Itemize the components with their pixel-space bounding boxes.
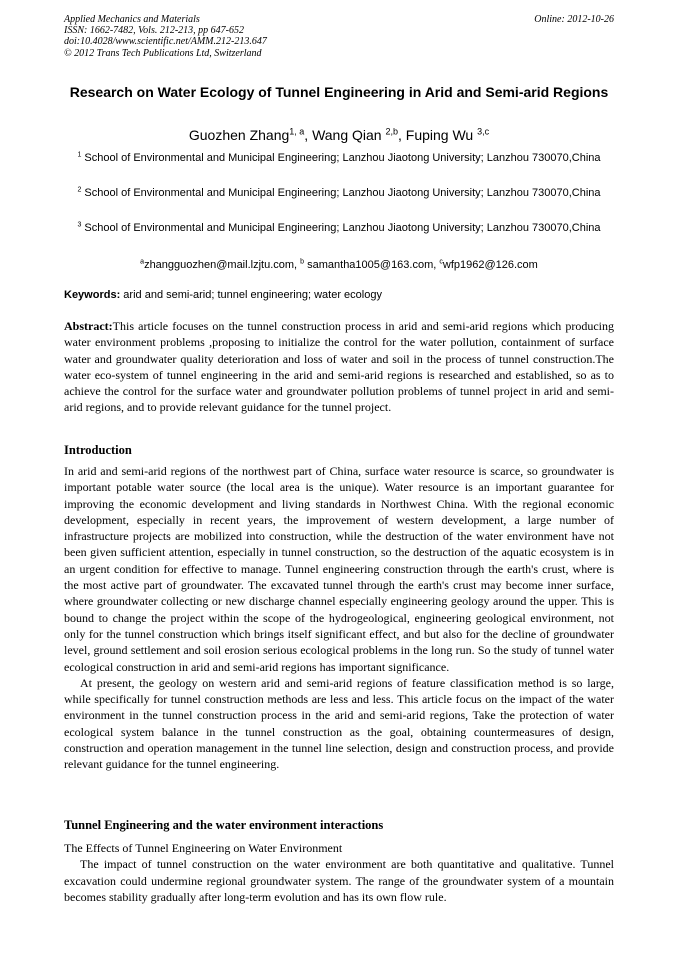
- author-name: Wang Qian: [312, 127, 386, 143]
- keywords-label: Keywords:: [64, 289, 121, 301]
- email-mark: b: [300, 258, 305, 266]
- introduction-paragraph: In arid and semi-arid regions of the northwest part of China, surface water resource is scarce, so groundwater is important potable water source (the local area is the unique). Water resource is an important guarantee for improving the economic development and living standards in Northwest China. With the regional economic development, especially in recent years, the improvement of western development, a large number of infrastructure projects are mobilized into construction, while the destruction of the water environment have not been given sufficient attention, especially in tunnel construction, so the destruction of the aquatic ecosystem is in an urgent condition for effective to manage. Tunnel engineering construction through the earth's crust, where is the most active part of groundwater. The excavated tunnel through the earth's crust may become inner surface, where groundwater collecting or new discharge channel especially engineering geology around the upper. This is bound to change the project within the scope of the hydrogeological, engineering geological environment, not only for the tunnel construction which brings itself significant effect, and but also for the decline of groundwater level, ground settlement and soil erosion serious ecological problems in the long run. So the study of tunnel water ecological construction in arid and semi-arid regions has important significance.: [64, 464, 614, 674]
- issn-line: ISSN: 1662-7482, Vols. 212-213, pp 647-652: [64, 25, 244, 37]
- email-mark: c: [439, 258, 443, 266]
- email-address: wfp1962@126.com: [442, 259, 538, 271]
- author-name: Fuping Wu: [405, 127, 478, 143]
- online-date: Online: 2012-10-26: [534, 14, 614, 25]
- introduction-body: [64, 463, 614, 773]
- email-address: samantha1005@163.com,: [304, 259, 440, 271]
- affiliation-number: 2: [77, 186, 82, 194]
- author-affiliation-mark: 1, a: [289, 126, 305, 137]
- author-list: [56, 126, 622, 144]
- affiliation: [72, 186, 606, 201]
- copyright-line: © 2012 Trans Tech Publications Ltd, Switzerland: [64, 47, 262, 59]
- email-list: [56, 258, 622, 272]
- section-heading: Tunnel Engineering and the water environment interactions: [64, 818, 384, 832]
- introduction-paragraph: At present, the geology on western arid and semi-arid regions of feature classification method is so large, while specifically for tunnel construction methods are less and less. This article focus on the impact of the water environment in the tunnel construction process in the arid and semi-arid regions, Take the protection of water ecological system balance in the tunnel construction as the goal, obtaining countermeasures of design, construction and operation management in the tunnel line selection, design and construction process, and provide relevant guidance for the tunnel engineering.: [64, 675, 614, 772]
- author-separator: ,: [397, 127, 406, 143]
- doi-line: doi:10.4028/www.scientific.net/AMM.212-213.647: [64, 36, 267, 48]
- journal-header: [64, 14, 267, 59]
- author-separator: ,: [304, 127, 313, 143]
- abstract-text: This article focuses on the tunnel construction process in arid and semi-arid regions which producing water environment problems ,proposing to initialize the control for the water pollution, containment of surface water and groundwater quality deterioration and loss of water and soil in the process of tunnel construction.The water eco-system of tunnel engineering in the arid and semi-arid regions is researched and established, so as to achieve the control for the surface water and groundwater pollution problems of tunnel project in arid and semi-arid regions, and to provide relevant guidance for the tunnel project.: [64, 319, 614, 415]
- affiliation-text: School of Environmental and Municipal Engineering; Lanzhou Jiaotong University; Lanzhou 730070,China: [81, 222, 601, 234]
- author-affiliation-mark: 3,c: [477, 126, 490, 137]
- email-mark: a: [140, 258, 145, 266]
- section-paragraph: The impact of tunnel construction on the water environment are both quantitative and qualitative. Tunnel excavation could undermine regional groundwater system. The range of the groundwater system of a mountain becomes stability gradually after long-term evolution and has its own flow rule.: [64, 857, 614, 904]
- affiliation-number: 3: [77, 221, 82, 229]
- affiliation: [72, 221, 606, 236]
- affiliation-number: 1: [77, 151, 82, 159]
- keywords: [64, 288, 614, 302]
- email-address: zhangguozhen@mail.lzjtu.com,: [144, 259, 301, 271]
- introduction-heading: Introduction: [64, 443, 132, 457]
- affiliation-text: School of Environmental and Municipal Engineering; Lanzhou Jiaotong University; Lanzhou 730070,China: [81, 152, 601, 164]
- affiliation: [72, 151, 606, 166]
- abstract: [64, 318, 614, 416]
- author-affiliation-mark: 2,b: [385, 126, 398, 137]
- subsection-heading: The Effects of Tunnel Engineering on Water Environment: [64, 841, 343, 855]
- section-body: [64, 840, 614, 905]
- abstract-label: Abstract:: [64, 319, 113, 333]
- keywords-text: arid and semi-arid; tunnel engineering; water ecology: [120, 289, 382, 301]
- paper-title: Research on Water Ecology of Tunnel Engineering in Arid and Semi-arid Regions: [69, 84, 609, 100]
- journal-name: Applied Mechanics and Materials: [64, 14, 200, 25]
- affiliation-text: School of Environmental and Municipal Engineering; Lanzhou Jiaotong University; Lanzhou 730070,China: [81, 187, 601, 199]
- author-name: Guozhen Zhang: [188, 127, 290, 143]
